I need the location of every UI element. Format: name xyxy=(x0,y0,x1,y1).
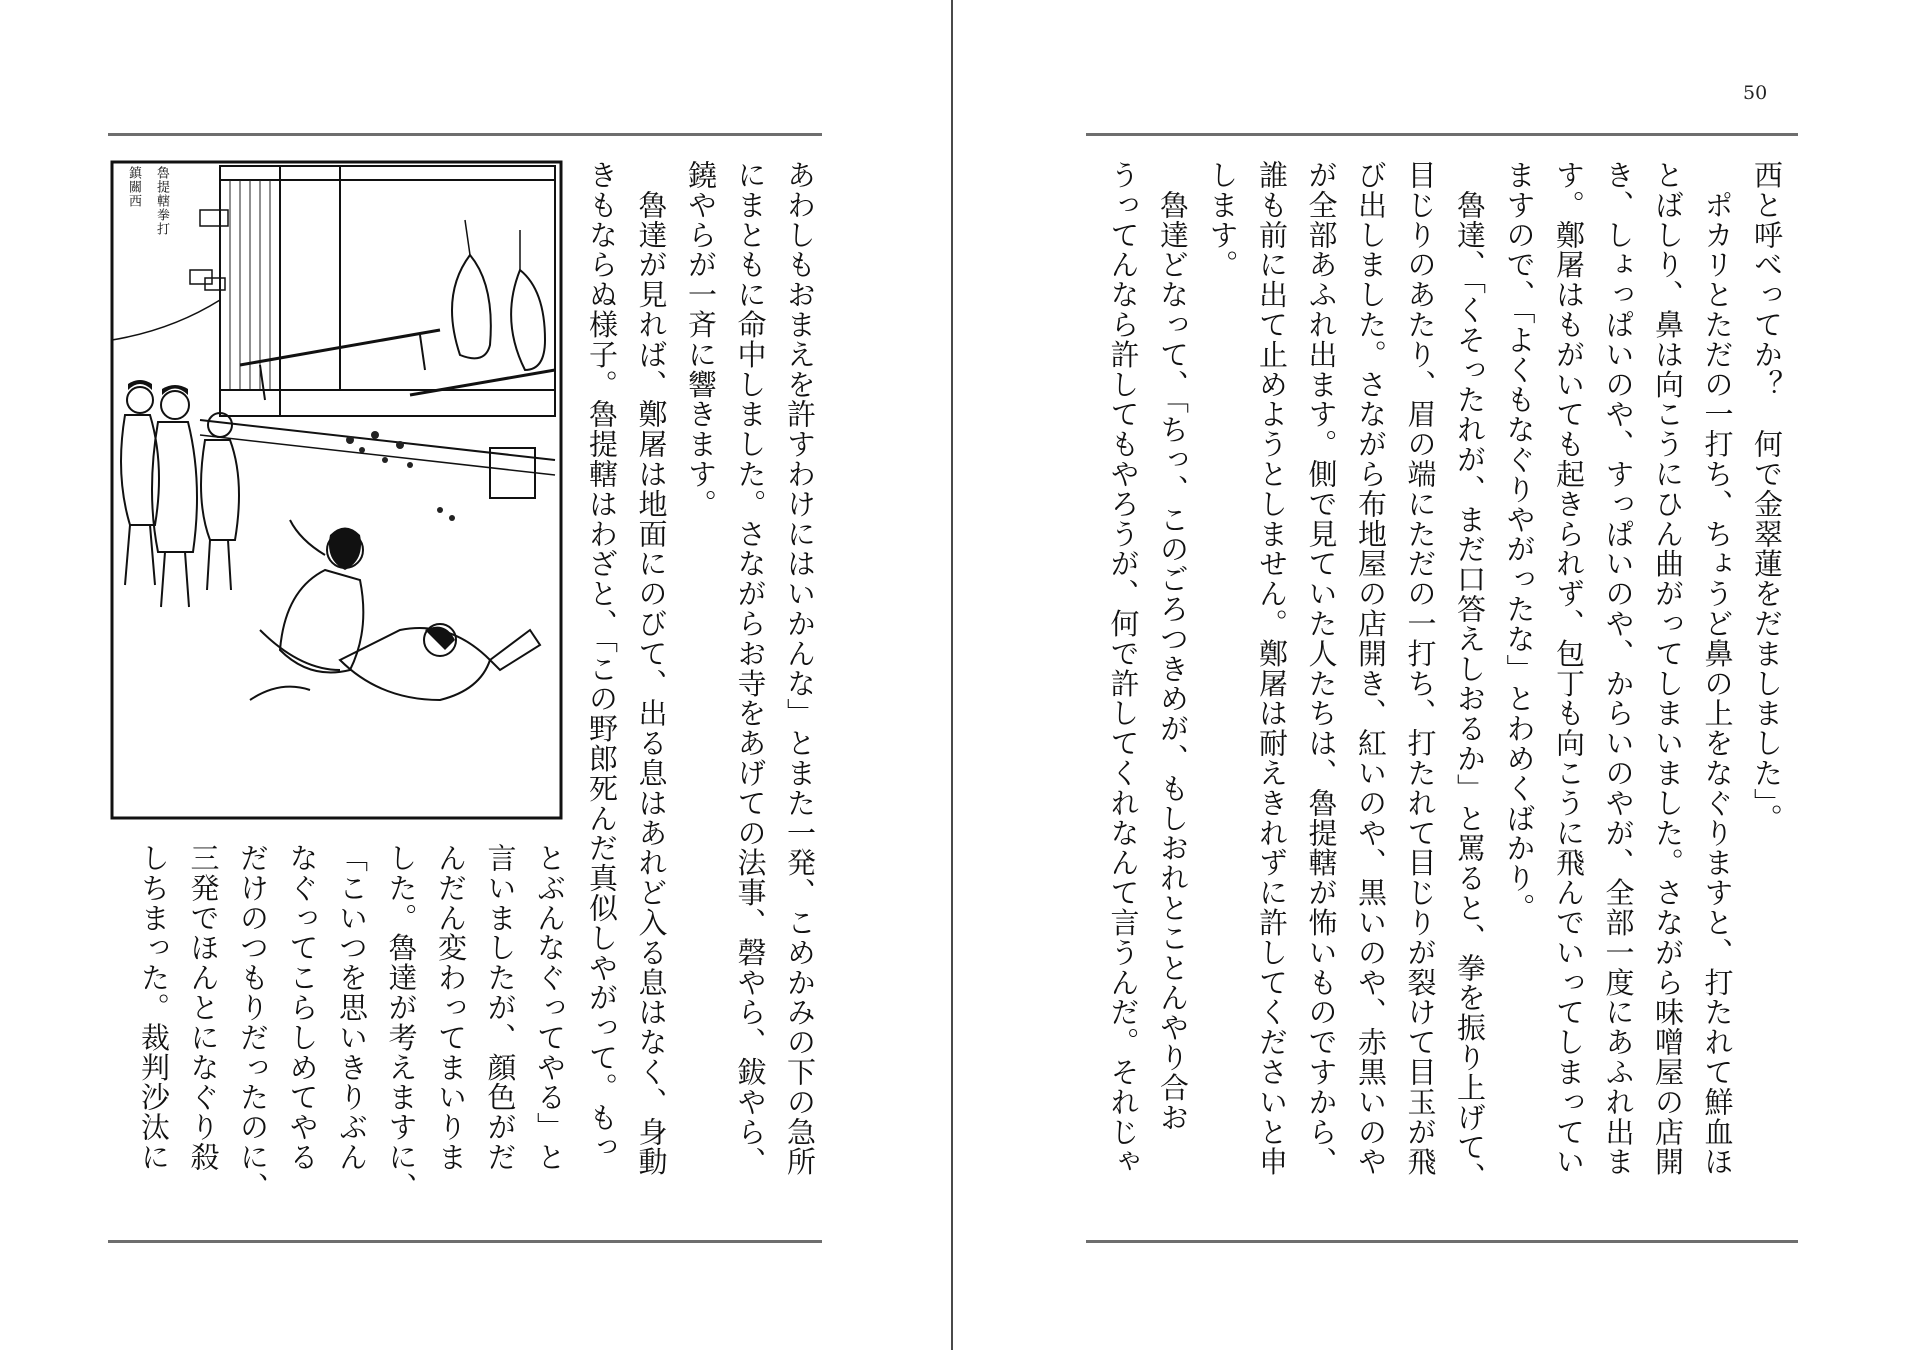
left-page-text-lower: とぶんなぐってやる」と 言いましたが、顔色がだ んだん変わってまいりま した。魯達が考えますに、 「こいつを思いきりぶん なぐってこらしめてやる だけのつもりだったのに、 三発でほんとになぐり殺 しちまった。裁判沙汰に xyxy=(137,843,567,1202)
illustration-caption-title: 魯提轄拳打 xyxy=(154,166,169,236)
illustration-drawing xyxy=(110,160,563,820)
left-page xyxy=(0,0,951,1350)
top-rule xyxy=(1086,133,1798,136)
page-number: 50 xyxy=(1743,82,1768,104)
left-page-text-upper: あわしもおまえを許すわけにはいかんな」とまた一発、こめかみの下の急所 にまともに命中しました。さながらお寺をあげての法事、磬やら、鈸やら、 鐃やらが一斉に響きます。 魯達が見れば、鄭屠は地面にのびて、出る息はあれど入る息はなく、身動 きもならぬ様子。魯提轄はわざと、「この野郎死んだ真似しやがって。もっ xyxy=(585,160,817,1177)
woodblock-illustration xyxy=(110,160,563,820)
top-rule xyxy=(108,133,822,136)
bottom-rule xyxy=(108,1240,822,1243)
illustration-caption-subtitle: 鎮關西 xyxy=(126,166,141,208)
right-page-text: 西と呼べってか？ 何で金翠蓮をだましました」。 ポカリとただの一打ち、ちょうど鼻の上をなぐりますと、打たれて鮮血ほ とばしり、鼻は向こうにひん曲がってしまいました。さながら味噌屋の店開 き、しょっぱいのや、すっぱいのや、からいのやが、全部一度にあふれ出ま す。鄭屠はもがいても起きられず、包丁も向こうに飛んでいってしまってい ますので、「よくもなぐりやがったな」とわめくばかり。 魯達、「くそったれが、まだ口答えしおるか」と罵ると、拳を振り上げて、 目じりのあたり、眉の端にただの一打ち、打たれて目じりが裂けて目玉が飛 び出しました。さながら布地屋の店開き、紅いのや、黒いのや、赤黒いのや が全部あふれ出ます。側で見ていた人たちは、魯提轄が怖いものですから、 誰も前に出て止めようとしません。鄭屠は耐えきれずに許してくださいと申 します。 魯達どなって、「ちっ、このごろつきめが、もしおれとことんやり合お うってんなら許してもやろうが、何で許してくれなんて言うんだ。それじゃ xyxy=(1106,160,1784,1192)
right-page xyxy=(953,0,1906,1350)
bottom-rule xyxy=(1086,1240,1798,1243)
